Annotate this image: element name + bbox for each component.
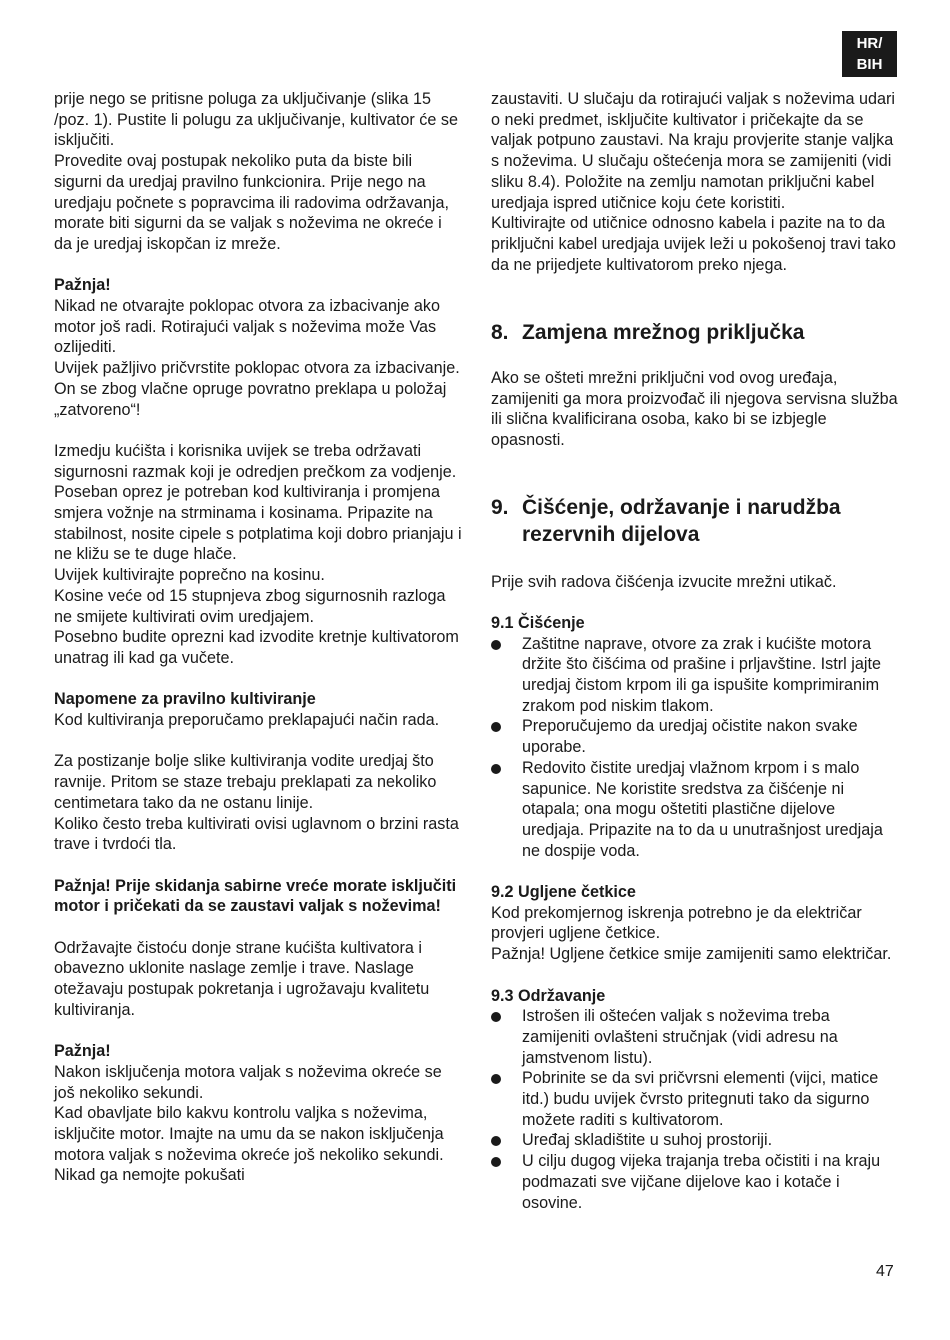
warning-bold-paragraph: Pažnja! Prije skidanja sabirne vreće morate isključiti motor i pričekati da se zaustavi valjak s noževima!: [54, 876, 457, 916]
language-badge-line2: BIH: [856, 56, 883, 73]
list-item: U cilju dugog vijeka trajanja treba očistiti i na kraju podmazati sve vijčane dijelove kao i kotače i osovine.: [491, 1151, 901, 1213]
paragraph: Ako se ošteti mrežni priključni vod ovog uređaja, zamijeniti ga mora proizvođač ili njegova servisna služba ili slična kvalificirana osoba, kako bi se izbjegle opasnosti.: [491, 369, 898, 450]
section-title: Zamjena mrežnog priključka: [522, 321, 805, 345]
paragraph: Izmedju kućišta i korisnika uvijek se treba održavati sigurnosni razmak koji je odredjen prečkom za vodjenje. Poseban oprez je potreban kod kultiviranja i promjena smjera vožnje na strminama i kosinama. Pripazite na stabilnost, nosite cipele s potplatima koji dobro prianjaju i ne kližu se te duge hlače.: [54, 441, 462, 564]
paragraph: Kultivirajte od utičnice odnosno kabela i pazite na to da priključni kabel uredjaja uvijek leži u pokošenoj travi tako da ne prijedjete kultivatorom preko njega.: [491, 214, 896, 274]
section-number: 9.: [491, 495, 509, 519]
paragraph: Nakon isključenja motora valjak s noževima okreće se još nekoliko sekundi.: [54, 1062, 442, 1102]
paragraph: Prije svih radova čišćenja izvucite mrežni utikač.: [491, 572, 837, 591]
right-column: [491, 89, 901, 1213]
warning-title: Pažnja!: [54, 1042, 111, 1061]
bullet-list: [491, 1006, 901, 1213]
section-8-heading: [491, 319, 901, 346]
page-number: 47: [876, 1263, 894, 1280]
section-title: Čišćenje, održavanje i narudžba rezervnih dijelova: [522, 495, 841, 546]
subsection-title: 9.1 Čišćenje: [491, 613, 585, 632]
language-badge: [842, 31, 897, 77]
paragraph: Kad obavljate bilo kakvu kontrolu valjka s noževima, isključite motor. Imajte na umu da se nakon isključenja motora valjak s noževima okreće još nekoliko sekundi. Nikad ga nemojte pokušati: [54, 1104, 444, 1185]
subsection-title: 9.3 Održavanje: [491, 986, 606, 1005]
paragraph: Održavajte čistoću donje strane kućišta kultivatora i obavezno uklonite naslage zemlje i trave. Naslage otežavaju postupak pokretanja i ugrožavaju kvalitetu kultiviranja.: [54, 938, 430, 1019]
paragraph: zaustaviti. U slučaju da rotirajući valjak s noževima udari o neki predmet, isključite kultivator i pričekajte da se valjak potpuno zaustavi. Na kraju provjerite stanje valjka s noževima. U slučaju oštećenja mora se zamijeniti (vidi sliku 8.4). Položite na zemlju namotan priključni kabel uredjaja ispred utičnice koju ćete koristiti.: [491, 90, 895, 212]
list-item: Uređaj skladištite u suhoj prostoriji.: [491, 1130, 901, 1151]
paragraph: prije nego se pritisne poluga za uključivanje (slika 15 /poz. 1). Pustite li polugu za uključivanje, kultivator će se isključiti.: [54, 90, 458, 150]
list-item: Zaštitne naprave, otvore za zrak i kućište motora držite što čišćima od prašine i prljavštine. Istrl jajte uredjaj čistom krpom ili ga ispušite komprimiranim zrakom pod niskim tlakom.: [491, 634, 901, 717]
paragraph: Nikad ne otvarajte poklopac otvora za izbacivanje ako motor još radi. Rotirajući valjak s noževima može Vas ozlijediti.: [54, 297, 441, 357]
list-item: Istrošen ili oštećen valjak s noževima treba zamijeniti ovlašteni stručnjak (vidi adresu na jamstvenom listu).: [491, 1006, 901, 1068]
bullet-list: [491, 634, 901, 862]
paragraph: Pažnja! Ugljene četkice smije zamijeniti samo električar.: [491, 945, 892, 964]
paragraph: Posebno budite oprezni kad izvodite kretnje kultivatorom unatrag ili kad ga vučete.: [54, 628, 459, 667]
paragraph: Za postizanje bolje slike kultiviranja vodite uredjaj što ravnije. Pritom se staze trebaju preklapati za nekoliko centimetara tako da ne ostanu linije.: [54, 752, 437, 812]
subsection-title: 9.2 Ugljene četkice: [491, 883, 636, 902]
paragraph: Uvijek kultivirajte poprečno na kosinu.: [54, 566, 325, 585]
list-item: Pobrinite se da svi pričvrsni elementi (vijci, matice itd.) budu uvijek čvrsto pritegnuti tako da sigurno možete raditi s kultivatorom.: [491, 1068, 901, 1130]
left-column: [54, 89, 462, 1186]
paragraph: Kod kultiviranja preporučamo preklapajući način rada.: [54, 711, 440, 730]
notes-title: Napomene za pravilno kultiviranje: [54, 690, 316, 709]
paragraph: Kosine veće od 15 stupnjeva zbog sigurnosnih razloga ne smijete kultivirati ovim uredjajem.: [54, 586, 446, 626]
section-number: 8.: [491, 321, 509, 345]
list-item: Redovito čistite uredjaj vlažnom krpom i s malo sapunice. Ne koristite sredstva za čišćenje ni otapala; ona mogu oštetiti plastične dijelove uredjaja. Pripazite na to da u unutrašnjost uredjaja ne dospije voda.: [491, 758, 901, 862]
paragraph: Uvijek pažljivo pričvrstite poklopac otvora za izbacivanje. On se zbog vlačne opruge povratno preklapa u položaj „zatvoreno“!: [54, 359, 460, 419]
paragraph: Koliko često treba kultivirati ovisi uglavnom o brzini rasta trave i tvrdoći tla.: [54, 814, 459, 854]
language-badge-line1: HR/: [856, 35, 883, 52]
warning-title: Pažnja!: [54, 276, 111, 295]
section-9-heading: [491, 494, 901, 548]
list-item: Preporučujemo da uredjaj očistite nakon svake uporabe.: [491, 716, 901, 757]
paragraph: Provedite ovaj postupak nekoliko puta da biste bili sigurni da uredjaj pravilno funkcionira. Prije nego na uredjaju počnete s popravcima ili radovima održavanja, morate biti sigurni da se valjak s noževima ne okreće i da je uredjaj iskopčan iz mreže.: [54, 152, 450, 253]
paragraph: Kod prekomjernog iskrenja potrebno je da električar provjeri ugljene četkice.: [491, 903, 862, 943]
